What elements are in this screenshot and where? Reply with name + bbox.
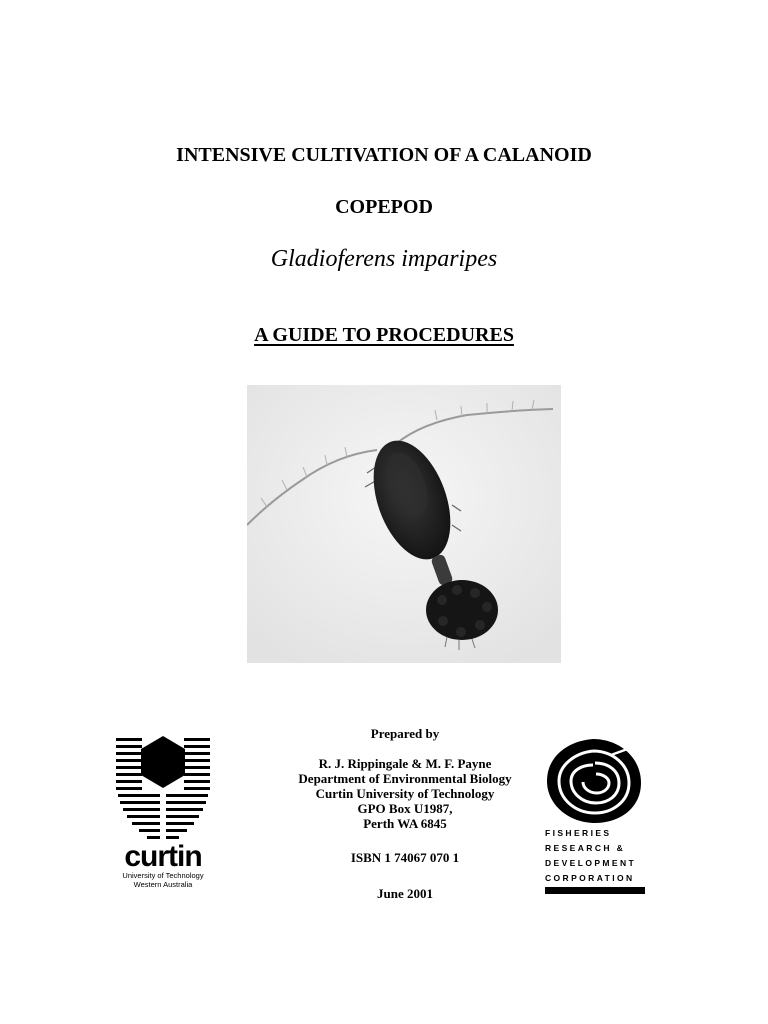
guide-subtitle: [0, 324, 768, 347]
prepared-by: Prepared by: [370, 726, 440, 741]
curtin-tagline-1: University of Technology: [122, 871, 204, 880]
curtin-wordmark: curtin: [124, 840, 202, 873]
frdc-bar: [545, 887, 645, 894]
frdc-line-1: FISHERIES: [545, 828, 612, 838]
guide-subtitle-text: A GUIDE TO PROCEDURES: [254, 324, 514, 346]
title-line-2: COPEPOD: [335, 196, 433, 218]
curtin-tagline-2: Western Australia: [133, 880, 193, 889]
po-box: GPO Box U1987,: [357, 801, 453, 816]
university: Curtin University of Technology: [315, 786, 495, 801]
author-block: [240, 756, 570, 831]
copepod-photo: [247, 385, 561, 663]
publication-date: June 2001: [377, 886, 433, 901]
frdc-line-3: DEVELOPMENT: [545, 858, 637, 868]
frdc-line-2: RESEARCH &: [545, 843, 626, 853]
frdc-line-4: CORPORATION: [545, 873, 635, 883]
species-name: Gladioferens imparipes: [270, 246, 498, 272]
department: Department of Environmental Biology: [298, 771, 512, 786]
city: Perth WA 6845: [363, 816, 447, 831]
title-line-1: INTENSIVE CULTIVATION OF A CALANOID: [176, 144, 592, 166]
authors: R. J. Rippingale & M. F. Payne: [318, 756, 492, 771]
curtin-logo: [112, 734, 214, 894]
frdc-logo: [541, 735, 648, 898]
isbn: ISBN 1 74067 070 1: [350, 850, 460, 865]
